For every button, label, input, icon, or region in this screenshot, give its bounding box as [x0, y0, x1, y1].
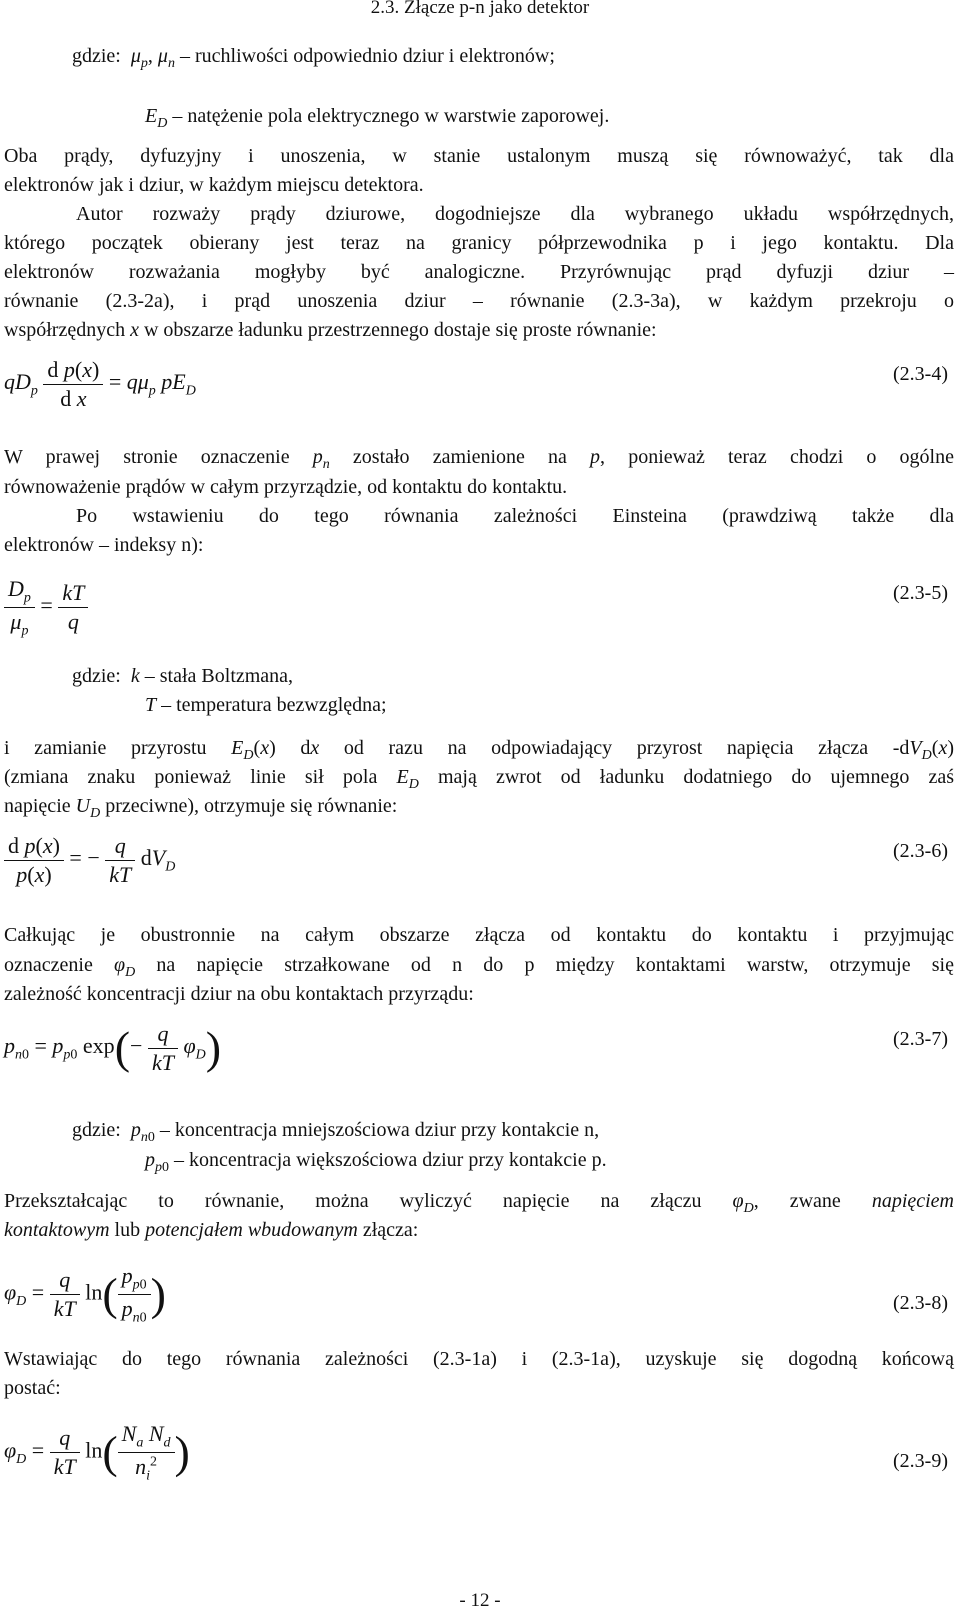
equation-2-3-7: $p_{n0} = p_{p0}$ exp(− $\frac{q}{kT}$ $\varphi_D$)	[4, 1021, 222, 1075]
equation-number-2-3-6: (2.3-6)	[893, 840, 948, 862]
legend-field: $E_D$ – natężenie pola elektrycznego w warstwie zaporowej.	[145, 105, 610, 131]
para3-line2: równoważenie prądów w całym przyrządzie, od kontaktu do kontaktu.	[4, 476, 568, 498]
para7-line2: postać:	[4, 1377, 61, 1399]
para2-line5: współrzędnych x w obszarze ładunku przestrzennego dostaje się proste równanie:	[4, 319, 657, 341]
running-header: 2.3. Złącze p-n jako detektor	[370, 0, 590, 18]
legend-pn0: gdzie: $p_{n0}$ – koncentracja mniejszościowa dziur przy kontakcie n,	[72, 1119, 600, 1145]
para3-line4: elektronów – indeksy n):	[4, 534, 204, 556]
equation-2-3-9: $\varphi_D$ = $\frac{q}{kT}$ ln( $\frac{N_a N_d}{n_i^2}$ )	[4, 1421, 190, 1484]
equation-2-3-6: $\frac{\text{d p(x)}}{p(x)}$ = − $\frac{q}{kT}$ $dV_D$	[4, 832, 175, 888]
legend-mobility: gdzie: $\mu_p$, $\mu_n$ – ruchliwości odpowiednio dziur i elektronów;	[72, 45, 555, 71]
para1-line2: elektronów jak i dziur, w każdym miejscu detektora.	[4, 174, 424, 196]
page-number: - 12 -	[459, 1590, 501, 1611]
para1-line1: Oba prądy, dyfuzyjny i unoszenia, w stanie ustalonym muszą się równoważyć, tak dla	[4, 145, 954, 167]
equation-2-3-4: $qD_p$ $\frac{\text{d p(x)}}{\text{d x}}$ = $q\mu_p$ $pE_D$	[4, 357, 196, 411]
para2-line4: równanie (2.3-2a), i prąd unoszenia dziur – równanie (2.3-3a), w każdym przekroju o	[4, 290, 954, 312]
equation-2-3-8: $\varphi_D$ = $\frac{q}{kT}$ ln( $\frac{p_{p0}}{p_{n0}}$ )	[4, 1263, 166, 1326]
para4-line2: (zmiana znaku ponieważ linie sił pola $E_D$ mają zwrot od ładunku dodatniego do ujemnego zaś	[4, 766, 955, 792]
para4-line1: i zamianie przyrostu $E_D(x)$ dx od razu na odpowiadający przyrost napięcia złącza $-dV_D(x)$	[4, 737, 954, 763]
legend-boltzmann: gdzie: k – stała Boltzmana,	[72, 665, 294, 687]
para3-line3: Po wstawieniu do tego równania zależności Einsteina (prawdziwą także dla	[76, 505, 954, 527]
equation-number-2-3-7: (2.3-7)	[893, 1028, 948, 1050]
para5-line2: oznaczenie $\varphi_D$ na napięcie strzałkowane od n do p między kontaktami warstw, otrzymuje się	[4, 954, 954, 980]
equation-number-2-3-9: (2.3-9)	[893, 1450, 948, 1472]
para7-line1: Wstawiając do tego równania zależności (2.3-1a) i (2.3-1a), uzyskuje się dogodną końcową	[4, 1348, 954, 1370]
para5-line3: zależność koncentracji dziur na obu kontaktach przyrządu:	[4, 983, 474, 1005]
para5-line1: Całkując je obustronnie na całym obszarze złącza od kontaktu do kontaktu i przyjmując	[4, 924, 954, 946]
equation-2-3-5: $\frac{D_p}{\mu_p}$ = $\frac{kT}{q}$	[4, 575, 88, 640]
para4-line3: napięcie $U_D$ przeciwne), otrzymuje się równanie:	[4, 795, 398, 821]
equation-number-2-3-8: (2.3-8)	[893, 1292, 948, 1314]
equation-number-2-3-5: (2.3-5)	[893, 582, 948, 604]
para2-line3: elektronów rozważania mogłyby być analogiczne. Przyrównując prąd dyfuzji dziur –	[4, 261, 954, 283]
equation-number-2-3-4: (2.3-4)	[893, 363, 948, 385]
para2-line2: którego początek obierany jest teraz na granicy półprzewodnika p i jego kontaktu. Dla	[4, 232, 954, 254]
legend-temperature: T – temperatura bezwzględna;	[145, 694, 387, 716]
legend-pp0: $p_{p0}$ – koncentracja większościowa dziur przy kontakcie p.	[145, 1149, 607, 1175]
para3-line1: W prawej stronie oznaczenie $p_n$ zostało zamienione na p, ponieważ teraz chodzi o ogólne	[4, 446, 954, 472]
para6-line2: kontaktowym lub potencjałem wbudowanym złącza:	[4, 1219, 419, 1241]
para2-line1: Autor rozważy prądy dziurowe, dogodniejsze dla wybranego układu współrzędnych,	[76, 203, 954, 225]
para6-line1: Przekształcając to równanie, można wyliczyć napięcie na złączu $\varphi_D$, zwane napięciem	[4, 1190, 954, 1216]
